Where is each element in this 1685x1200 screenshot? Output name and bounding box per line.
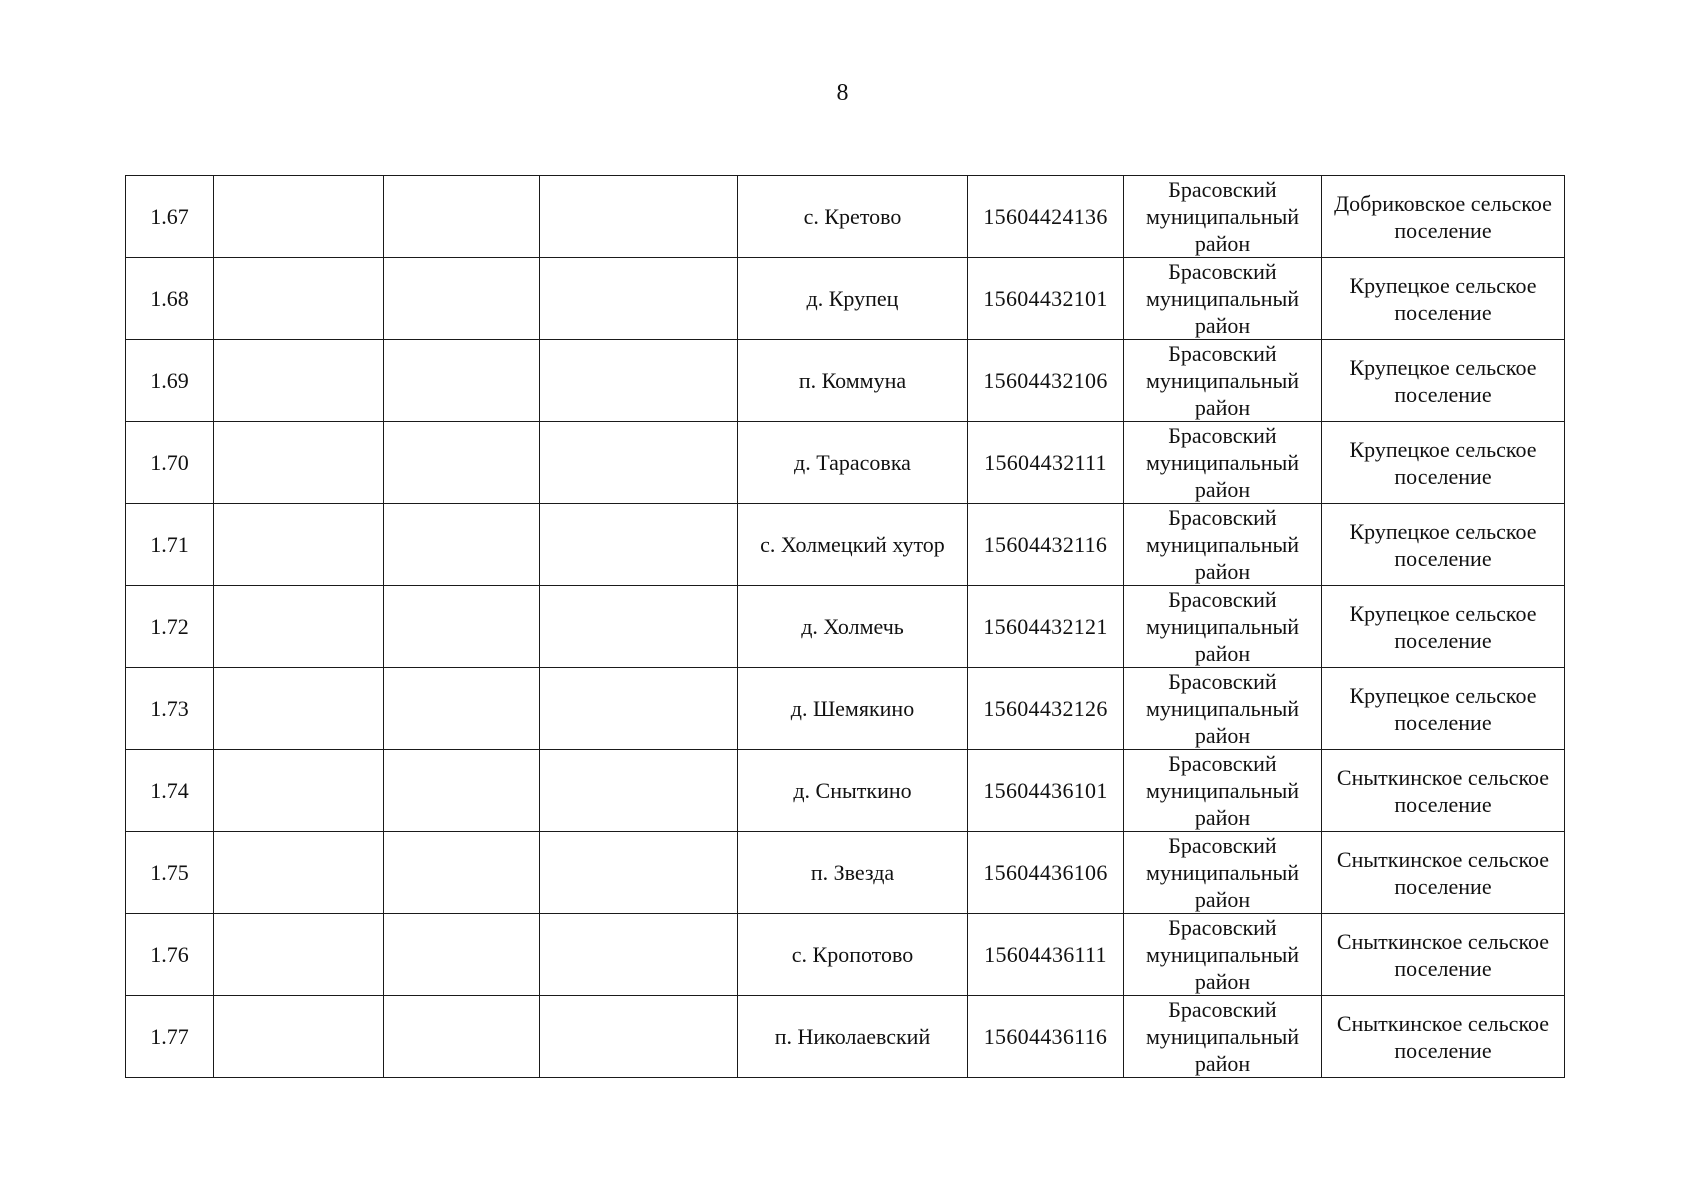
oktmo-code-cell: 15604436101 [968,750,1124,832]
locality-name-cell: п. Николаевский [738,996,968,1078]
table-row [126,668,1565,750]
empty-cell [540,668,738,750]
settlement-cell: Крупецкое сельское поселение [1322,504,1565,586]
locality-name-cell: д. Холмечь [738,586,968,668]
empty-cell [214,258,384,340]
table-row [126,586,1565,668]
oktmo-code-cell: 15604436106 [968,832,1124,914]
row-number-cell: 1.72 [126,586,214,668]
district-cell: Брасовский муниципальный район [1124,996,1322,1078]
row-number-cell: 1.74 [126,750,214,832]
empty-cell [214,422,384,504]
oktmo-code-cell: 15604432101 [968,258,1124,340]
oktmo-code-cell: 15604432106 [968,340,1124,422]
district-cell: Брасовский муниципальный район [1124,504,1322,586]
empty-cell [214,996,384,1078]
table-row [126,504,1565,586]
table-row [126,422,1565,504]
row-number-cell: 1.71 [126,504,214,586]
locality-name-cell: д. Тарасовка [738,422,968,504]
empty-cell [540,422,738,504]
empty-cell [540,996,738,1078]
empty-cell [384,258,540,340]
empty-cell [214,176,384,258]
district-cell: Брасовский муниципальный район [1124,176,1322,258]
settlement-cell: Сныткинское сельское поселение [1322,914,1565,996]
table-row [126,914,1565,996]
locality-name-cell: п. Коммуна [738,340,968,422]
empty-cell [540,258,738,340]
district-cell: Брасовский муниципальный район [1124,750,1322,832]
district-cell: Брасовский муниципальный район [1124,340,1322,422]
empty-cell [214,832,384,914]
empty-cell [384,914,540,996]
row-number-cell: 1.67 [126,176,214,258]
empty-cell [384,340,540,422]
locality-name-cell: с. Холмецкий хутор [738,504,968,586]
table-row [126,750,1565,832]
table-body [126,176,1565,1078]
settlement-cell: Сныткинское сельское поселение [1322,832,1565,914]
empty-cell [384,586,540,668]
settlement-cell: Крупецкое сельское поселение [1322,258,1565,340]
table-row [126,176,1565,258]
locality-name-cell: д. Крупец [738,258,968,340]
empty-cell [540,750,738,832]
settlement-cell: Добриковское сельское поселение [1322,176,1565,258]
settlement-cell: Крупецкое сельское поселение [1322,668,1565,750]
settlement-cell: Сныткинское сельское поселение [1322,750,1565,832]
empty-cell [214,914,384,996]
table-row [126,258,1565,340]
row-number-cell: 1.73 [126,668,214,750]
settlements-table [125,175,1565,1078]
locality-name-cell: с. Кропотово [738,914,968,996]
row-number-cell: 1.77 [126,996,214,1078]
empty-cell [540,504,738,586]
table-row [126,832,1565,914]
oktmo-code-cell: 15604436111 [968,914,1124,996]
locality-name-cell: п. Звезда [738,832,968,914]
empty-cell [540,914,738,996]
district-cell: Брасовский муниципальный район [1124,832,1322,914]
empty-cell [384,832,540,914]
district-cell: Брасовский муниципальный район [1124,914,1322,996]
empty-cell [214,668,384,750]
empty-cell [540,340,738,422]
empty-cell [384,422,540,504]
oktmo-code-cell: 15604432111 [968,422,1124,504]
row-number-cell: 1.76 [126,914,214,996]
district-cell: Брасовский муниципальный район [1124,668,1322,750]
empty-cell [384,176,540,258]
empty-cell [540,176,738,258]
page-number: 8 [836,80,849,106]
district-cell: Брасовский муниципальный район [1124,258,1322,340]
empty-cell [384,504,540,586]
settlement-cell: Крупецкое сельское поселение [1322,340,1565,422]
empty-cell [540,586,738,668]
empty-cell [384,750,540,832]
empty-cell [214,340,384,422]
locality-name-cell: д. Шемякино [738,668,968,750]
empty-cell [384,996,540,1078]
empty-cell [540,832,738,914]
oktmo-code-cell: 15604432121 [968,586,1124,668]
oktmo-code-cell: 15604424136 [968,176,1124,258]
district-cell: Брасовский муниципальный район [1124,586,1322,668]
row-number-cell: 1.69 [126,340,214,422]
settlement-cell: Сныткинское сельское поселение [1322,996,1565,1078]
oktmo-code-cell: 15604432116 [968,504,1124,586]
empty-cell [214,504,384,586]
row-number-cell: 1.68 [126,258,214,340]
locality-name-cell: с. Кретово [738,176,968,258]
district-cell: Брасовский муниципальный район [1124,422,1322,504]
table-row [126,340,1565,422]
empty-cell [214,586,384,668]
row-number-cell: 1.75 [126,832,214,914]
row-number-cell: 1.70 [126,422,214,504]
locality-name-cell: д. Сныткино [738,750,968,832]
table-row [126,996,1565,1078]
empty-cell [384,668,540,750]
oktmo-code-cell: 15604432126 [968,668,1124,750]
settlement-cell: Крупецкое сельское поселение [1322,422,1565,504]
settlement-cell: Крупецкое сельское поселение [1322,586,1565,668]
oktmo-code-cell: 15604436116 [968,996,1124,1078]
empty-cell [214,750,384,832]
